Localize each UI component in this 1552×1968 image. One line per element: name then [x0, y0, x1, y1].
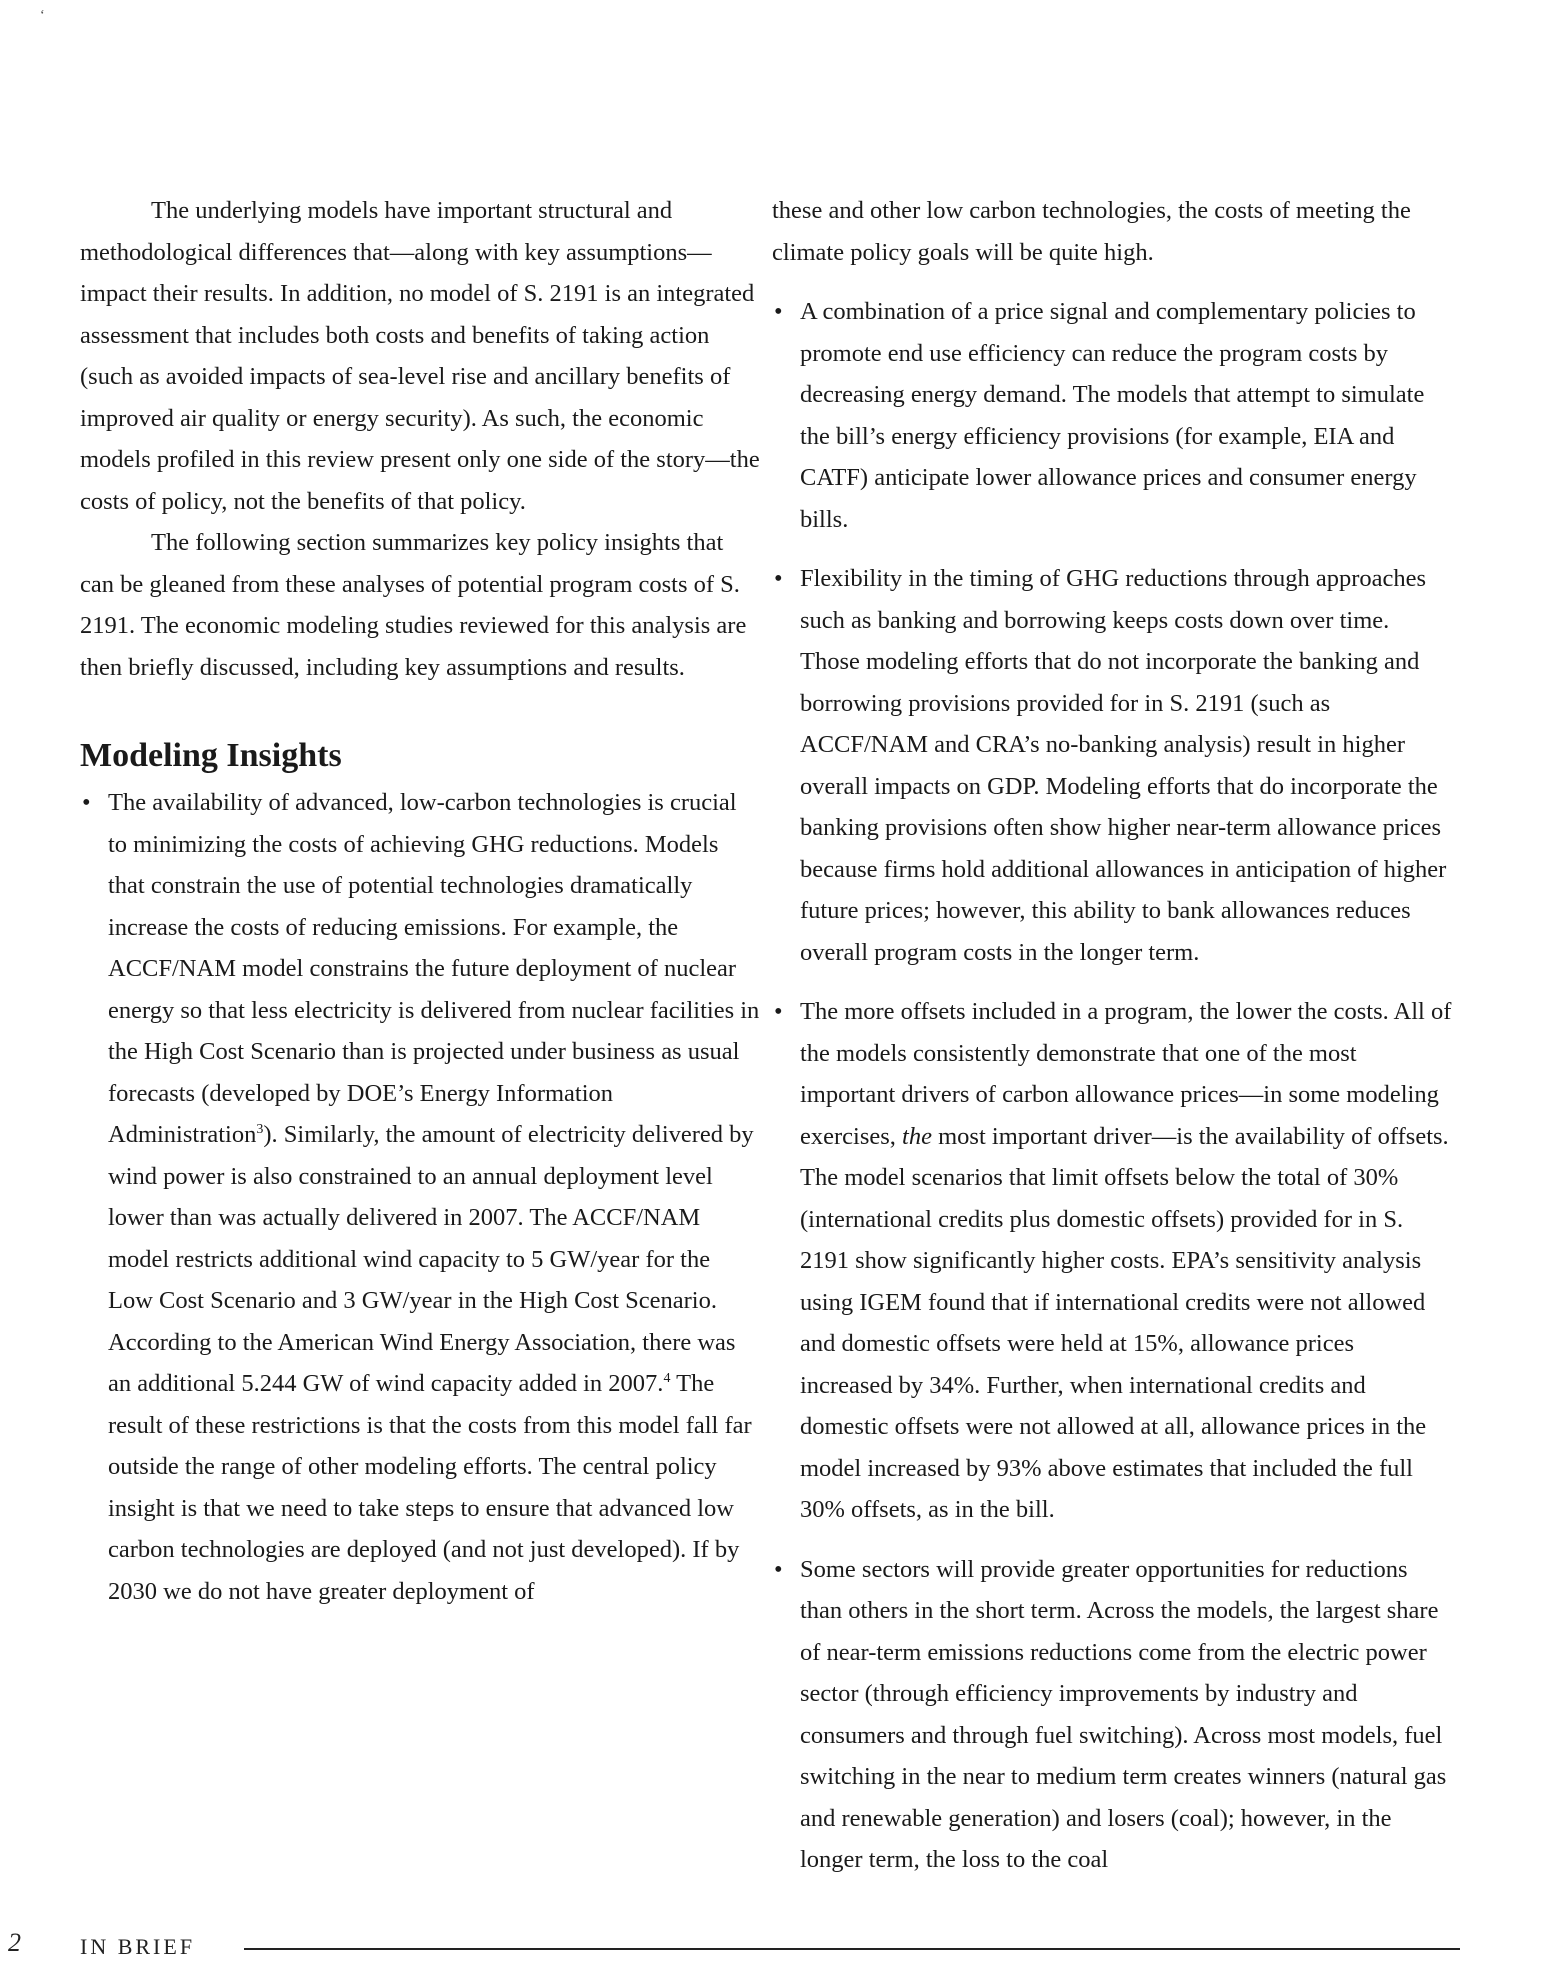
section-heading: Modeling Insights: [80, 737, 342, 774]
footer-rule: [244, 1948, 1460, 1950]
bullet-icon: •: [774, 998, 783, 1025]
footnote-marker: 4: [663, 1370, 671, 1386]
insights-list-left: [80, 782, 760, 1612]
bullet-text: ). Similarly, the amount of electricity delivered by wind power is also constrained to an annual deployment level lower than was actually delivered in 2007. The ACCF/NAM model restricts additional wind capacity to 5 GW/year for the Low Cost Scenario and 3 GW/year in the High Cost Scenario. According to the American Wind Energy Association, there was an additional 5.244 GW of wind capacity added in 2007.: [108, 1121, 754, 1397]
continuation-text: these and other low carbon technologies, the costs of meeting the climate policy goals will be quite high.: [772, 197, 1411, 266]
right-column: [772, 190, 1452, 1899]
emphasis-text: the: [902, 1122, 932, 1150]
bullet-text: The more offsets included in a program, the lower the costs. All of the models consistently demonstrate that one of the most important drivers of carbon allowance prices—in some modeling exercises,: [800, 998, 1452, 1150]
page-footer: [0, 1928, 1552, 1968]
list-item-offsets: [772, 991, 1452, 1531]
paragraph-underlying-models: The underlying models have important structural and methodological differences that—along with key assumptions—impact their results. In addition, no model of S. 2191 is an integrated assessment that includes both costs and benefits of taking action (such as avoided impacts of sea-level rise and ancillary benefits of improved air quality or energy security). As such, the economic models profiled in this review present only one side of the story—the costs of policy, not the benefits of that policy.: [80, 197, 760, 515]
bullet-text: The result of these restrictions is that the costs from this model fall far outside the range of other modeling efforts. The central policy insight is that we need to take steps to ensure that advanced low carbon technologies are deployed (and not just developed). If by 2030 we do not have greater deployment of: [108, 1370, 752, 1605]
bullet-icon: •: [774, 298, 783, 325]
list-item-technologies: [80, 782, 760, 1612]
bullet-text: A combination of a price signal and complementary policies to promote end use efficiency can reduce the program costs by decreasing energy demand. The models that attempt to simulate the bill’s energy efficiency provisions (for example, EIA and CATF) anticipate lower allowance prices and consumer energy bills.: [800, 298, 1425, 533]
bullet-text: Flexibility in the timing of GHG reductions through approaches such as banking and borrowing keeps costs down over time. Those modeling efforts that do not incorporate the banking and borrowing provisions provided for in S. 2191 (such as ACCF/NAM and CRA’s no-banking analysis) result in higher overall impacts on GDP. Modeling efforts that do incorporate the banking provisions often show higher near-term allowance prices because firms hold additional allowances in anticipation of higher future prices; however, this ability to bank allowances reduces overall program costs in the longer term.: [800, 565, 1447, 966]
bullet-text: most important driver—is the availability of offsets. The model scenarios that limit offsets below the total of 30% (international credits plus domestic offsets) provided for in S. 2191 show significantly higher costs. EPA’s sensitivity analysis using IGEM found that if international credits were not allowed and domestic offsets were held at 15%, allowance prices increased by 34%. Further, when international credits and domestic offsets were not allowed at all, allowance prices in the model increased by 93% above estimates that included the full 30% offsets, as in the bill.: [800, 1122, 1449, 1523]
left-column: [80, 190, 760, 1630]
bullet-icon: •: [82, 789, 91, 816]
footer-label: IN BRIEF: [80, 1934, 196, 1959]
footnote-marker: 3: [256, 1121, 264, 1137]
page-mark: ‘: [40, 8, 45, 23]
paragraph-following-section: The following section summarizes key policy insights that can be gleaned from these analyses of potential program costs of S. 2191. The economic modeling studies reviewed for this analysis are then briefly discussed, including key assumptions and results.: [80, 529, 747, 681]
bullet-icon: •: [774, 565, 783, 592]
page-number: 2: [8, 1928, 21, 1957]
bullet-text: The availability of advanced, low-carbon technologies is crucial to minimizing the costs of achieving GHG reductions. Models that constrain the use of potential technologies dramatically increase the costs of reducing emissions. For example, the ACCF/NAM model constrains the future deployment of nuclear energy so that less electricity is delivered from nuclear facilities in the High Cost Scenario than is projected under business as usual forecasts (developed by DOE’s Energy Information Administration: [108, 789, 760, 1148]
bullet-icon: •: [774, 1555, 783, 1583]
insights-list-right: [772, 291, 1452, 1881]
list-item-flexibility: [772, 558, 1452, 973]
bullet-text: Some sectors will provide greater opportunities for reductions than others in the short term. Across the models, the largest share of near-term emissions reductions come from the electric power sector (through efficiency improvements by industry and consumers and through fuel switching). Across most models, fuel switching in the near to medium term creates winners (natural gas and renewable generation) and losers (coal); however, in the longer term, the loss to the coal: [800, 1555, 1447, 1873]
list-item-efficiency: [772, 291, 1452, 540]
list-item-sectors: [772, 1549, 1452, 1881]
